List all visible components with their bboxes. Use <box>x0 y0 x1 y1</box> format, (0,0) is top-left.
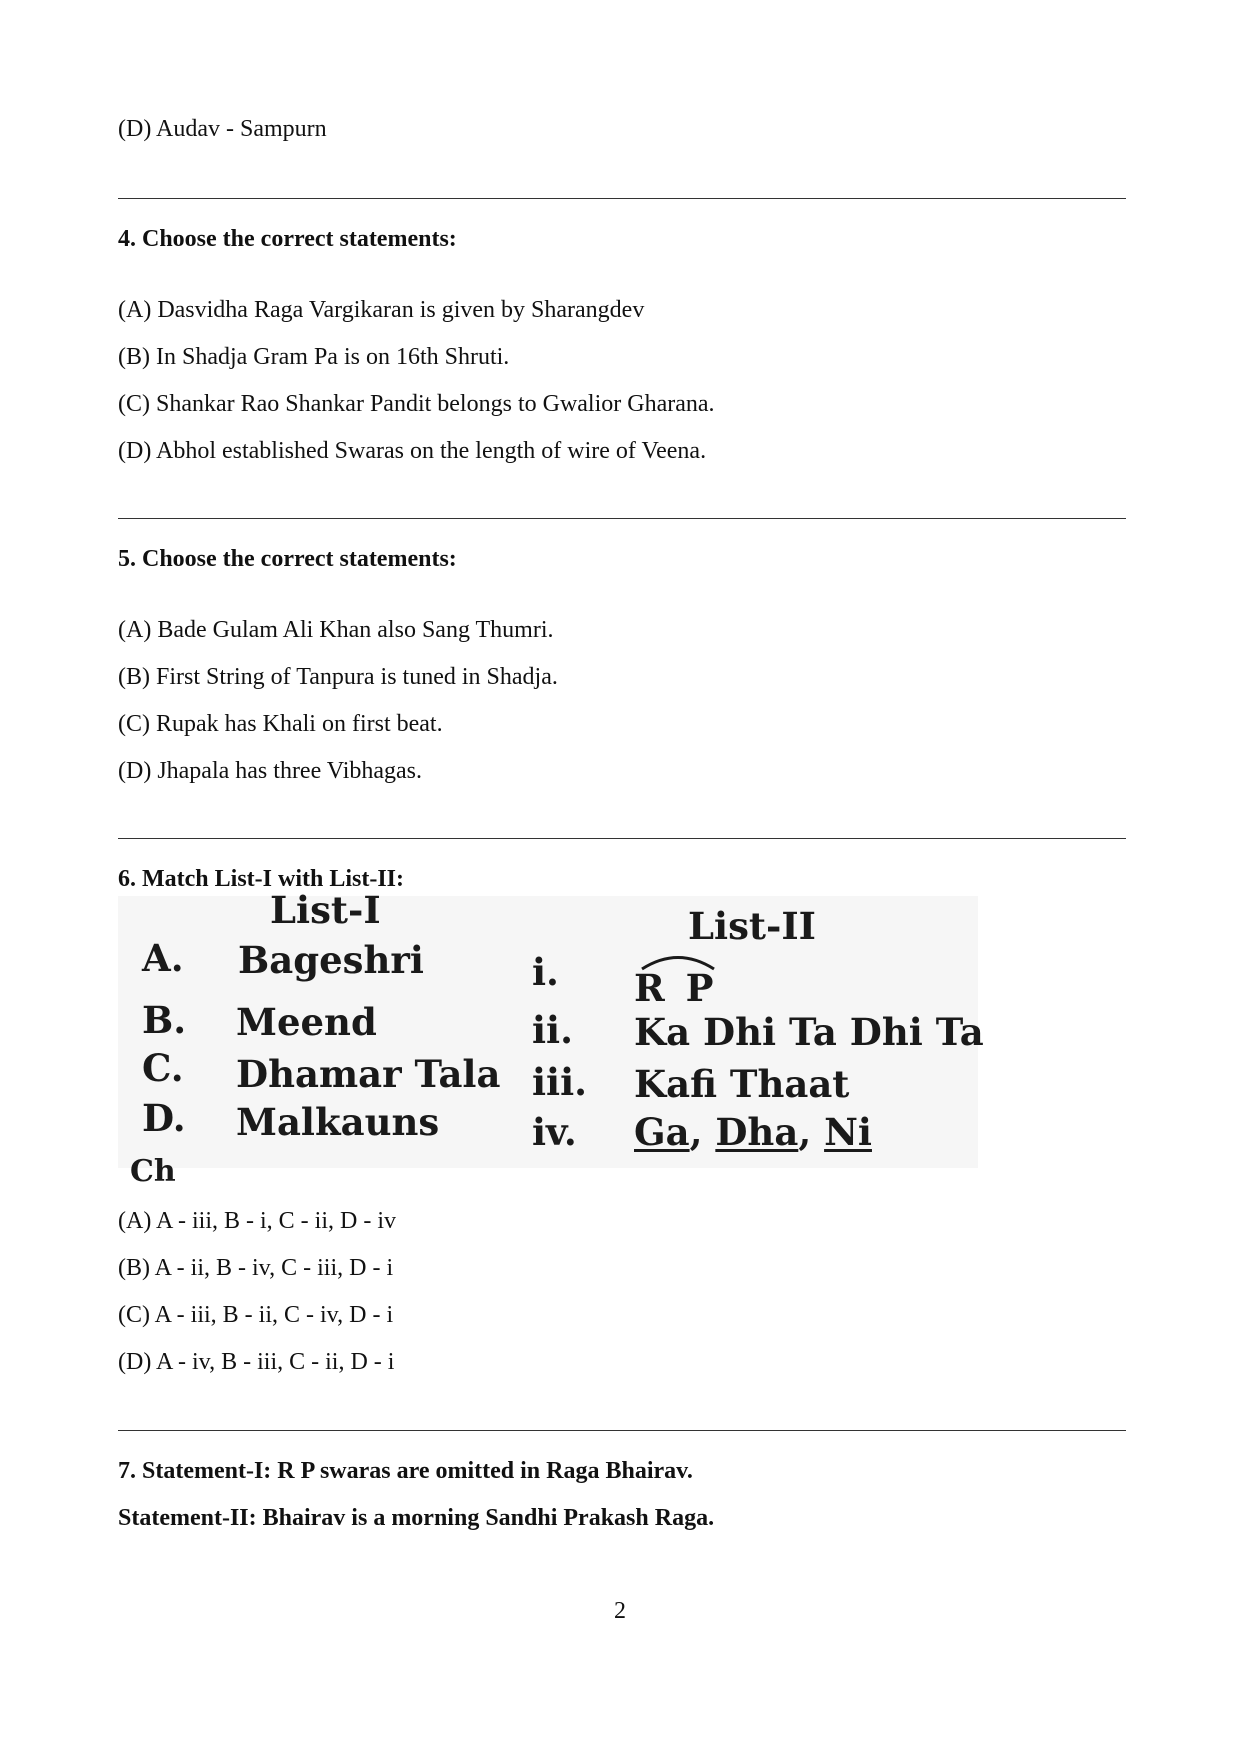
list1-key-b: B. <box>142 998 187 1042</box>
q6-option-b: (B) A - ii, B - iv, C - iii, D - i <box>118 1255 394 1281</box>
q7-statement-1: 7. Statement-I: R P swaras are omitted in Raga Bhairav. <box>118 1458 693 1484</box>
list1-key-a: A. <box>142 936 184 980</box>
list2-key-i: i. <box>532 950 559 994</box>
q4-option-d: (D) Abhol established Swaras on the length of wire of Veena. <box>118 438 707 464</box>
q6-title: 6. Match List-I with List-II: <box>118 866 404 892</box>
q4-title: 4. Choose the correct statements: <box>118 226 457 252</box>
komal-ga: Ga <box>634 1110 690 1154</box>
q4-option-c: (C) Shankar Rao Shankar Pandit belongs to Gwalior Gharana. <box>118 391 715 417</box>
cutoff-text: Ch <box>130 1154 176 1189</box>
q6-option-a: (A) A - iii, B - i, C - ii, D - iv <box>118 1208 396 1234</box>
divider <box>118 518 1126 519</box>
q5-option-c: (C) Rupak has Khali on first beat. <box>118 711 443 737</box>
list2-item-iii: Kafi Thaat <box>634 1062 850 1106</box>
q7-statement-2: Statement-II: Bhairav is a morning Sandhi Prakash Raga. <box>118 1505 715 1531</box>
list2-key-iii: iii. <box>532 1060 588 1104</box>
list2-item-ii: Ka Dhi Ta Dhi Ta <box>634 1010 984 1054</box>
list2-key-iv: iv. <box>532 1110 577 1154</box>
list1-key-d: D. <box>142 1096 186 1140</box>
q5-title: 5. Choose the correct statements: <box>118 546 457 572</box>
swara-separator: , <box>798 1110 825 1154</box>
list2-key-ii: ii. <box>532 1008 573 1052</box>
list1-header: List-I <box>270 888 381 932</box>
q5-option-b: (B) First String of Tanpura is tuned in Shadja. <box>118 664 558 690</box>
list1-key-c: C. <box>142 1046 184 1090</box>
komal-ni: Ni <box>824 1110 872 1154</box>
divider <box>118 1430 1126 1431</box>
q5-option-d: (D) Jhapala has three Vibhagas. <box>118 758 423 784</box>
komal-dha: Dha <box>715 1110 799 1154</box>
list1-item-b: Meend <box>236 1000 377 1044</box>
list1-item-d: Malkauns <box>236 1100 440 1144</box>
list1-item-c: Dhamar Tala <box>236 1052 501 1096</box>
q6-option-c: (C) A - iii, B - ii, C - iv, D - i <box>118 1302 394 1328</box>
q3-option-d: (D) Audav - Sampurn <box>118 116 327 142</box>
divider <box>118 198 1126 199</box>
list2-item-i: R P <box>634 966 718 1010</box>
q6-option-d: (D) A - iv, B - iii, C - ii, D - i <box>118 1349 395 1375</box>
divider <box>118 838 1126 839</box>
q4-option-a: (A) Dasvidha Raga Vargikaran is given by Sharangdev <box>118 297 645 323</box>
list2-header: List-II <box>688 904 816 948</box>
page-number: 2 <box>614 1598 626 1624</box>
swara-separator: , <box>689 1110 716 1154</box>
q4-option-b: (B) In Shadja Gram Pa is on 16th Shruti. <box>118 344 510 370</box>
list2-item-iv <box>634 1110 872 1154</box>
match-list-table <box>118 888 984 1189</box>
q5-option-a: (A) Bade Gulam Ali Khan also Sang Thumri. <box>118 617 554 643</box>
list1-item-a: Bageshri <box>238 938 424 982</box>
